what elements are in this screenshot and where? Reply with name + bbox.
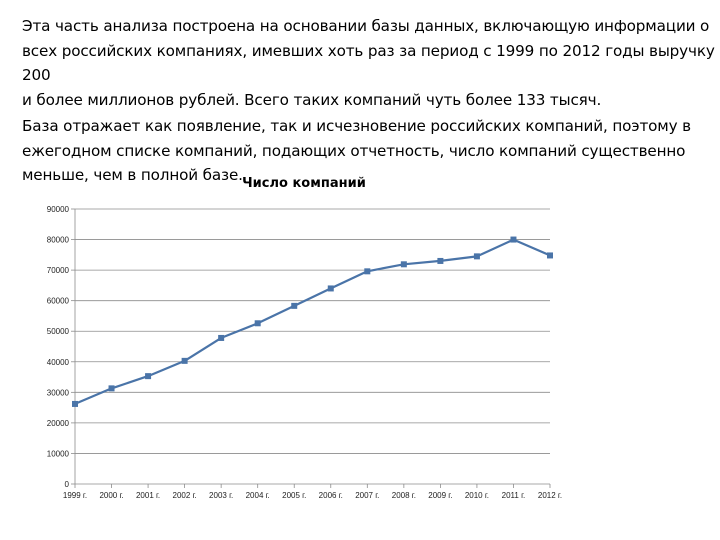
data-point [72,401,78,407]
x-tick-label: 2002 г. [172,491,197,500]
x-tick-label: 2001 г. [135,491,161,500]
x-tick-label: 2006 г. [318,491,343,500]
grid-layer [75,209,550,453]
y-tick-label: 90000 [46,205,69,214]
x-tick-label: 1999 г. [62,491,88,500]
data-point [255,320,261,326]
x-tick-label: 2010 г. [464,491,490,500]
y-tick-label: 40000 [46,357,69,367]
data-point [437,258,443,264]
data-point [218,335,224,341]
x-tick-label: 2000 г. [99,491,124,500]
x-tick-label: 2008 г. [391,491,416,500]
chart-title: Число компаний [242,176,366,191]
series-line [75,240,550,404]
data-point [364,268,370,274]
x-tick-label: 2012 г. [537,491,563,500]
x-tick-label: 2003 г. [209,491,234,500]
data-point [328,285,334,291]
y-tick-label: 10000 [46,449,69,459]
y-tick-label: 70000 [46,266,69,276]
x-tick-label: 2004 г. [245,491,270,500]
data-point [401,261,407,267]
data-point [291,303,297,309]
x-tick-label: 2011 г. [501,491,526,500]
data-point [510,237,516,243]
x-tick-label: 2007 г. [355,491,380,500]
series-layer [72,237,553,407]
y-tick-label: 20000 [46,418,69,428]
y-tick-label: 80000 [46,235,69,245]
paragraph-1: Эта часть анализа построена на основании базы данных, включающую информации о всех российских компаниях, имевших хоть раз за период с 1999 по 2012 годы выручку 200 и более миллионов рублей. Всего таких компаний чуть более 133 тысяч. [22,17,715,109]
data-point [474,253,480,259]
paragraph-2: База отражает как появление, так и исчезновение российских компаний, поэтому в ежегодном списке компаний, подающих отчетность, число компаний существенно меньше, чем в полной базе. [22,117,691,184]
data-point [547,252,553,258]
data-point [109,385,115,391]
data-point [182,358,188,364]
y-tick-label: 0 [64,480,69,489]
axis-layer [71,209,550,488]
y-tick-label: 30000 [46,388,69,398]
y-tick-label: 50000 [46,327,69,337]
x-tick-label: 2005 г. [282,491,307,500]
label-layer [47,205,562,500]
y-tick-label: 60000 [46,296,69,306]
x-tick-label: 2009 г. [428,491,453,500]
data-point [145,373,151,379]
